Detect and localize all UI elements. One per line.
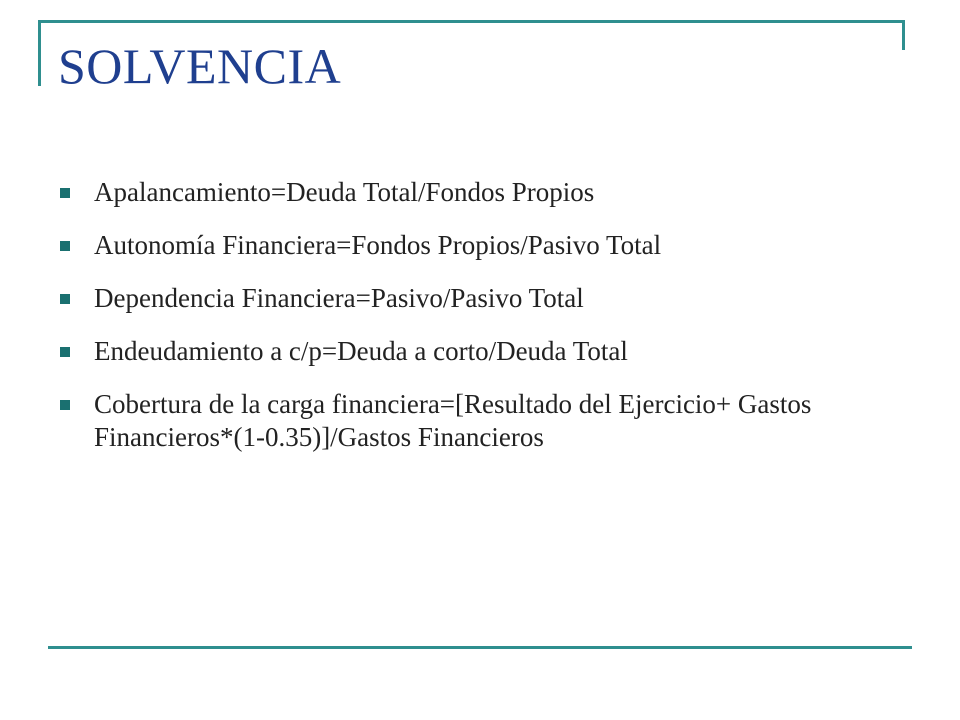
frame-bottom-line bbox=[48, 646, 912, 649]
square-bullet-icon bbox=[60, 188, 70, 198]
bullet-list bbox=[60, 176, 840, 474]
bullet-text: Apalancamiento=Deuda Total/Fondos Propios bbox=[94, 177, 595, 207]
bullet-item bbox=[60, 282, 840, 315]
square-bullet-icon bbox=[60, 347, 70, 357]
bullet-text: Cobertura de la carga financiera=[Resultado del Ejercicio+ Gastos Financieros*(1-0.35)]/Gastos Financieros bbox=[94, 389, 812, 452]
bullet-text: Autonomía Financiera=Fondos Propios/Pasivo Total bbox=[94, 230, 662, 260]
bullet-text: Dependencia Financiera=Pasivo/Pasivo Total bbox=[94, 283, 584, 313]
frame-right-line bbox=[902, 20, 905, 50]
slide-title: SOLVENCIA bbox=[58, 38, 342, 94]
frame-left-line bbox=[38, 20, 41, 86]
square-bullet-icon bbox=[60, 241, 70, 251]
frame-top-line bbox=[40, 20, 904, 23]
bullet-text: Endeudamiento a c/p=Deuda a corto/Deuda Total bbox=[94, 336, 628, 366]
bullet-item bbox=[60, 335, 840, 368]
bullet-item bbox=[60, 388, 840, 454]
square-bullet-icon bbox=[60, 294, 70, 304]
square-bullet-icon bbox=[60, 400, 70, 410]
bullet-item bbox=[60, 176, 840, 209]
bullet-item bbox=[60, 229, 840, 262]
